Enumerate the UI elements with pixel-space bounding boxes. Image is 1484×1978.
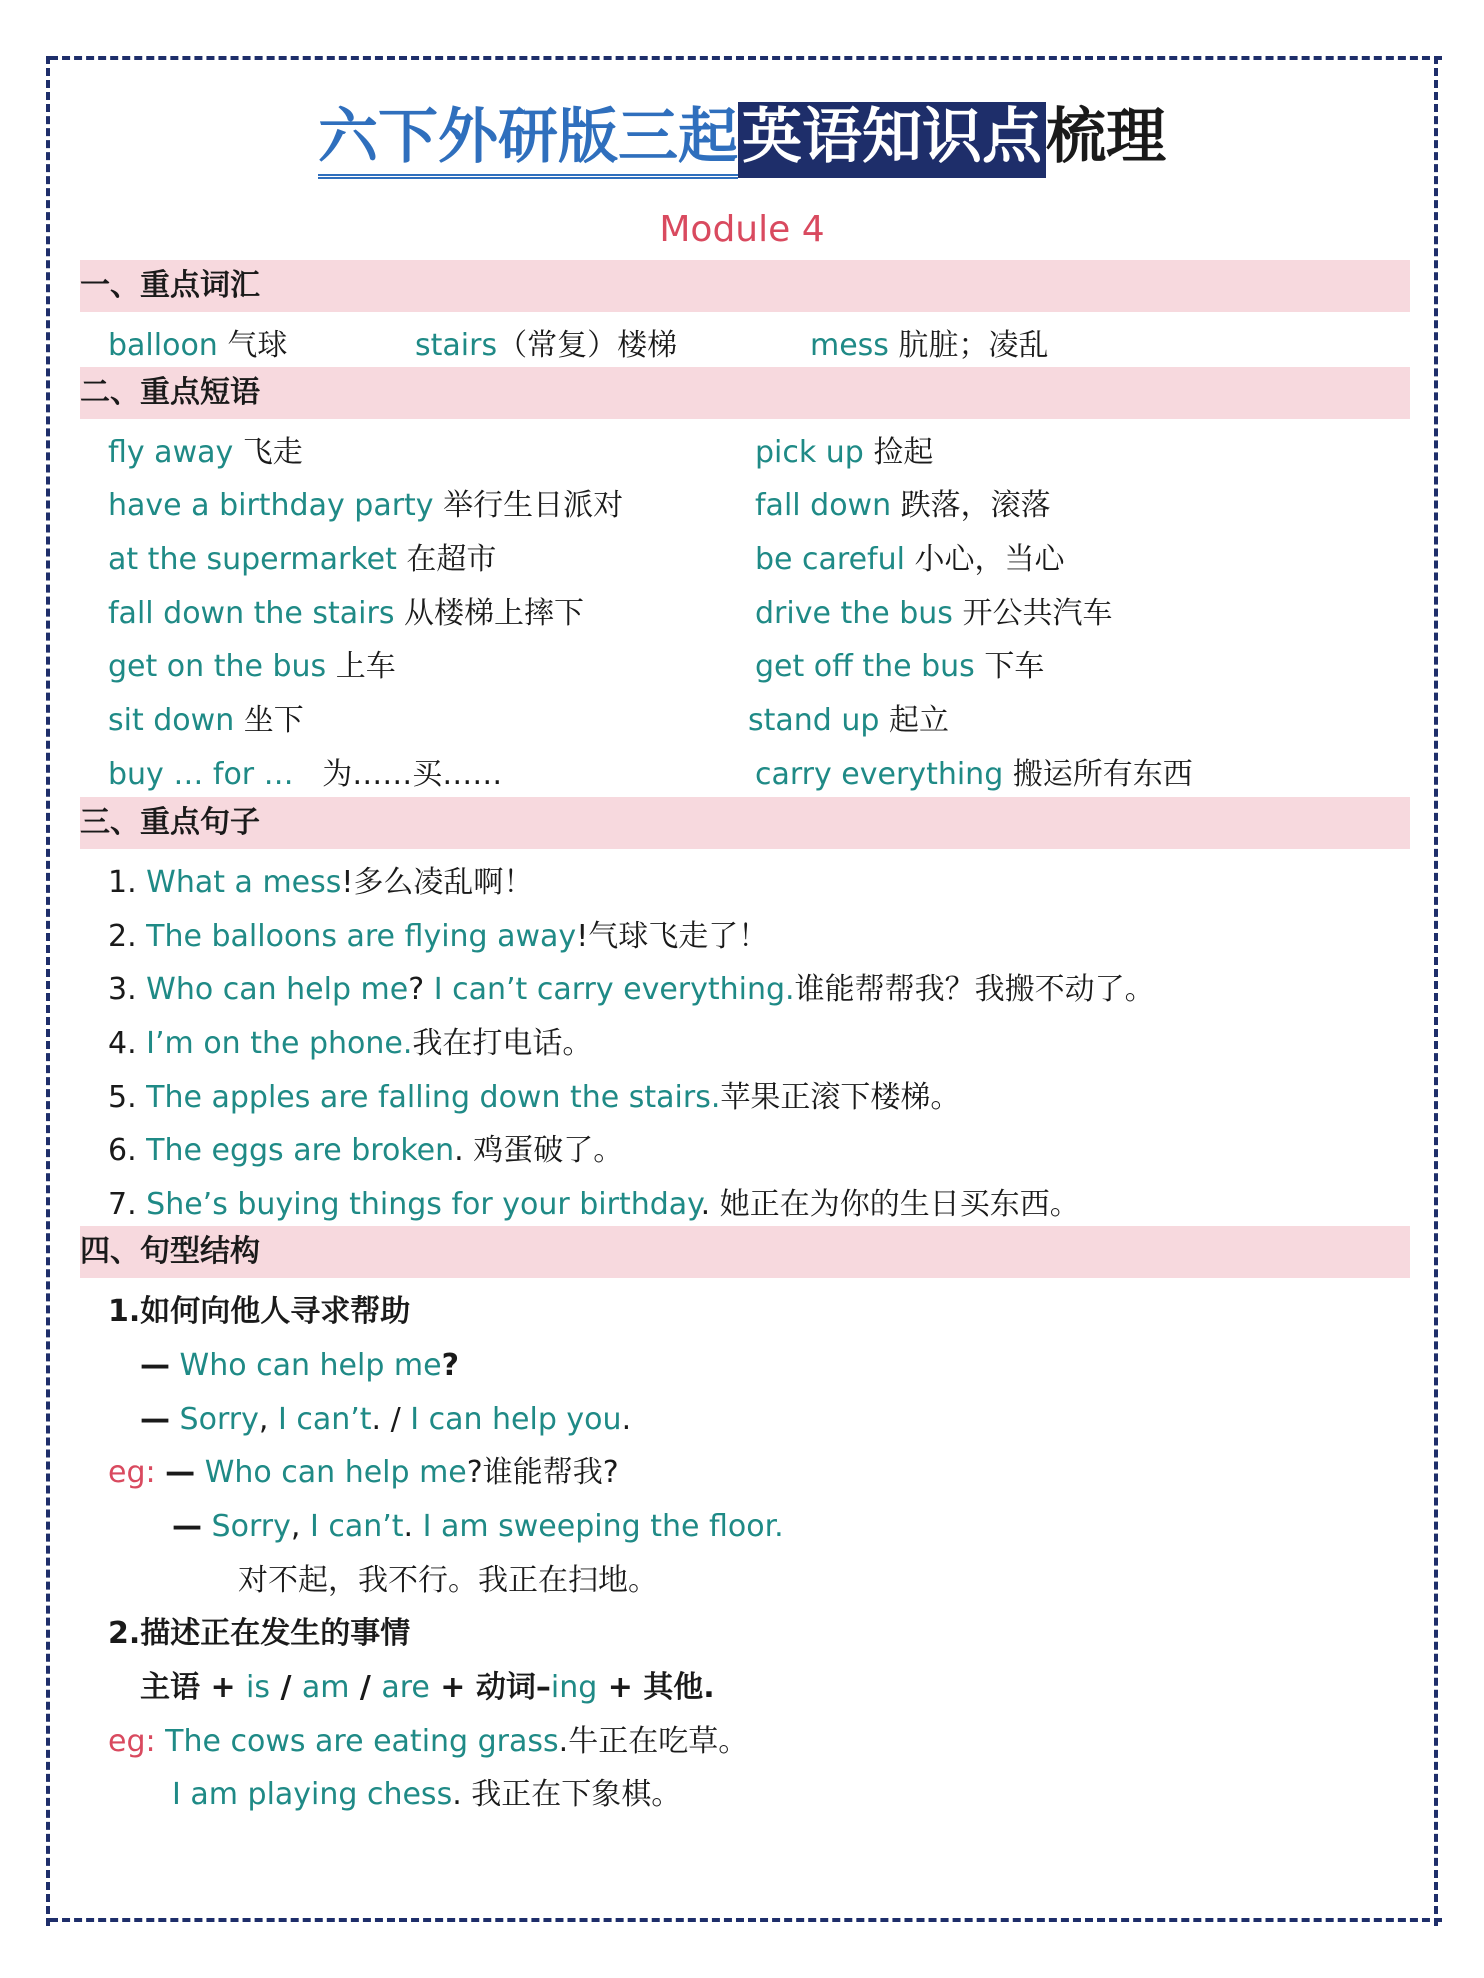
vocab-zh: 气球: [227, 328, 288, 363]
sentence-en: She’s buying things for your birthday: [146, 1187, 701, 1222]
phrase-item: [108, 427, 303, 479]
formula-en: ing: [550, 1670, 598, 1705]
sentence-punct: !: [341, 865, 354, 900]
pattern-2-title: 2.描述正在发生的事情: [108, 1616, 411, 1651]
example-en: Sorry: [211, 1509, 291, 1544]
phrase-en: drive the bus: [755, 596, 953, 631]
phrase-item: [108, 695, 304, 747]
sentence-zh: 气球飞走了！: [588, 919, 769, 954]
pattern-2-formula: [140, 1662, 715, 1714]
sentence-zh: 我在打电话。: [412, 1026, 593, 1061]
sentence-item: [108, 964, 1155, 1016]
vocab-en: balloon: [108, 328, 218, 363]
sentence-punct: ?: [408, 972, 425, 1007]
pattern-en: Who can help me: [179, 1348, 442, 1383]
pattern-en: Sorry: [179, 1402, 259, 1437]
example-en: I am playing chess: [172, 1777, 453, 1812]
phrase-en: get off the bus: [755, 649, 975, 684]
phrase-en: buy … for …: [108, 757, 294, 792]
section-heading-patterns: 四、句型结构: [80, 1234, 260, 1269]
phrase-item: [755, 480, 1051, 532]
section-heading-vocab: 一、重点词汇: [80, 268, 260, 303]
phrase-en: fall down: [755, 488, 892, 523]
phrase-item: [108, 749, 502, 801]
example-en: I can’t: [309, 1509, 404, 1544]
pattern-1-line-1: [140, 1340, 459, 1392]
pattern-1-line-2: [140, 1394, 631, 1446]
vocab-en: mess: [810, 328, 889, 363]
frame-left-border: [46, 56, 50, 1926]
sentence-en-2: I can’t carry everything.: [424, 972, 795, 1007]
sentence-number: 7.: [108, 1187, 137, 1222]
section-heading-sentences: 三、重点句子: [80, 805, 260, 840]
vocab-zh: （常复）楼梯: [497, 328, 678, 363]
formula-part: 主语 +: [140, 1670, 247, 1705]
phrase-en: at the supermarket: [108, 542, 397, 577]
phrase-en: get on the bus: [108, 649, 327, 684]
example-2-line-1: [108, 1716, 748, 1768]
example-en: I am sweeping the floor: [422, 1509, 775, 1544]
sentence-number: 1.: [108, 865, 137, 900]
section-heading-phrases: 二、重点短语: [80, 375, 260, 410]
example-en: Who can help me: [204, 1455, 467, 1490]
frame-bottom-border: [50, 1918, 1442, 1922]
example-2-line-2: [172, 1769, 681, 1821]
dash: —: [140, 1402, 170, 1437]
title-part-2: 英语知识点: [738, 102, 1046, 178]
title-part-1: 六下外研版三起: [318, 102, 738, 179]
sentence-number: 6.: [108, 1133, 137, 1168]
sentence-item: [108, 857, 533, 909]
formula-en: are: [381, 1670, 430, 1705]
example-zh: . 我正在下象棋。: [452, 1777, 682, 1812]
example-1-line-1: [108, 1447, 619, 1499]
example-1-translation: 对不起，我不行。我正在扫地。: [238, 1563, 658, 1598]
section-band-vocab: [80, 260, 1410, 312]
sentence-item: [108, 1072, 960, 1124]
sentence-number: 3.: [108, 972, 137, 1007]
section-band-patterns: [80, 1226, 1410, 1278]
phrase-en: be careful: [755, 542, 905, 577]
formula-en: am: [301, 1670, 350, 1705]
vocab-item: [108, 320, 287, 372]
pattern-punct: .: [621, 1402, 632, 1437]
sentence-en: The eggs are broken: [146, 1133, 455, 1168]
phrase-zh: 为……买……: [322, 757, 503, 792]
vocab-en: stairs: [415, 328, 498, 363]
dash: —: [165, 1455, 196, 1490]
example-punct: ,: [290, 1509, 301, 1544]
sentence-number: 2.: [108, 919, 137, 954]
title-part-3: 梳理: [1046, 102, 1166, 172]
phrase-item: [748, 695, 949, 747]
example-punct: .: [403, 1509, 414, 1544]
sentence-punct: .: [700, 1187, 720, 1222]
phrase-zh: 捡起: [873, 435, 934, 470]
eg-label: eg:: [108, 1724, 156, 1759]
phrase-zh: 举行生日派对: [443, 488, 624, 523]
section-band-sentences: [80, 797, 1410, 849]
sentence-item: [108, 1125, 623, 1177]
phrase-item: [755, 641, 1044, 693]
sentence-item: [108, 1179, 1080, 1231]
pattern-en: I can help you: [410, 1402, 622, 1437]
pattern-1-title: 1.如何向他人寻求帮助: [108, 1294, 411, 1329]
formula-en: is: [246, 1670, 270, 1705]
phrase-zh: 开公共汽车: [962, 596, 1113, 631]
phrase-en: fly away: [108, 435, 234, 470]
pattern-punct: . /: [371, 1402, 411, 1437]
phrase-en: fall down the stairs: [108, 596, 395, 631]
phrase-en: stand up: [748, 703, 880, 738]
phrase-item: [755, 588, 1112, 640]
page-title: [0, 92, 1484, 182]
phrase-zh: 下车: [984, 649, 1045, 684]
sentence-punct: !: [576, 919, 589, 954]
dash: —: [172, 1509, 202, 1544]
frame-top-border: [50, 56, 1442, 60]
phrase-item: [108, 480, 623, 532]
sentence-number: 4.: [108, 1026, 137, 1061]
phrase-item: [755, 534, 1065, 586]
phrase-en: carry everything: [755, 757, 1004, 792]
phrase-item: [108, 534, 496, 586]
sentence-en: The balloons are flying away: [146, 919, 577, 954]
phrase-zh: 飞走: [242, 435, 303, 470]
phrase-item: [108, 641, 396, 693]
section-band-phrases: [80, 367, 1410, 419]
formula-part: /: [349, 1670, 382, 1705]
phrase-zh: 小心，当心: [914, 542, 1065, 577]
formula-part: + 动词–: [429, 1670, 551, 1705]
phrase-zh: 坐下: [243, 703, 304, 738]
phrase-item: [755, 749, 1193, 801]
sentence-zh: 谁能帮帮我？我搬不动了。: [794, 972, 1155, 1007]
phrase-item: [108, 588, 584, 640]
frame-right-border: [1434, 56, 1438, 1926]
sentence-zh: 苹果正滚下楼梯。: [720, 1080, 961, 1115]
phrase-zh: 在超市: [406, 542, 497, 577]
example-zh: .牛正在吃草。: [558, 1724, 749, 1759]
vocab-item: [415, 320, 677, 372]
phrase-item: [755, 427, 933, 479]
phrase-zh: 搬运所有东西: [1012, 757, 1193, 792]
dash: —: [140, 1348, 170, 1383]
sentence-zh: 她正在为你的生日买东西。: [719, 1187, 1080, 1222]
vocab-zh: 肮脏；凌乱: [898, 328, 1049, 363]
phrase-zh: 跌落，滚落: [900, 488, 1051, 523]
phrase-zh: 起立: [888, 703, 949, 738]
phrase-zh: 上车: [335, 649, 396, 684]
sentence-en: I’m on the phone.: [146, 1026, 413, 1061]
pattern-punct: ,: [258, 1402, 269, 1437]
pattern-punct: ?: [441, 1348, 460, 1383]
formula-part: + 其他.: [597, 1670, 715, 1705]
pattern-en: I can’t: [277, 1402, 372, 1437]
phrase-en: sit down: [108, 703, 235, 738]
sentence-zh: 鸡蛋破了。: [473, 1133, 624, 1168]
sentence-number: 5.: [108, 1080, 137, 1115]
sentence-zh: 多么凌乱啊！: [353, 865, 534, 900]
example-en: The cows are eating grass: [165, 1724, 559, 1759]
phrase-en: pick up: [755, 435, 864, 470]
module-subtitle: Module 4: [659, 209, 825, 250]
sentence-en: The apples are falling down the stairs.: [146, 1080, 721, 1115]
sentence-punct: .: [454, 1133, 474, 1168]
sentence-en: Who can help me: [146, 972, 409, 1007]
formula-part: /: [270, 1670, 302, 1705]
example-zh: ?谁能帮我?: [466, 1455, 619, 1490]
sentence-item: [108, 911, 768, 963]
vocab-item: [810, 320, 1049, 372]
sentence-en: What a mess: [146, 865, 342, 900]
example-punct: .: [774, 1509, 784, 1544]
phrase-zh: 从楼梯上摔下: [404, 596, 585, 631]
phrase-en: have a birthday party: [108, 488, 434, 523]
sentence-item: [108, 1018, 592, 1070]
example-1-line-2: [172, 1501, 784, 1553]
eg-label: eg:: [108, 1455, 156, 1490]
